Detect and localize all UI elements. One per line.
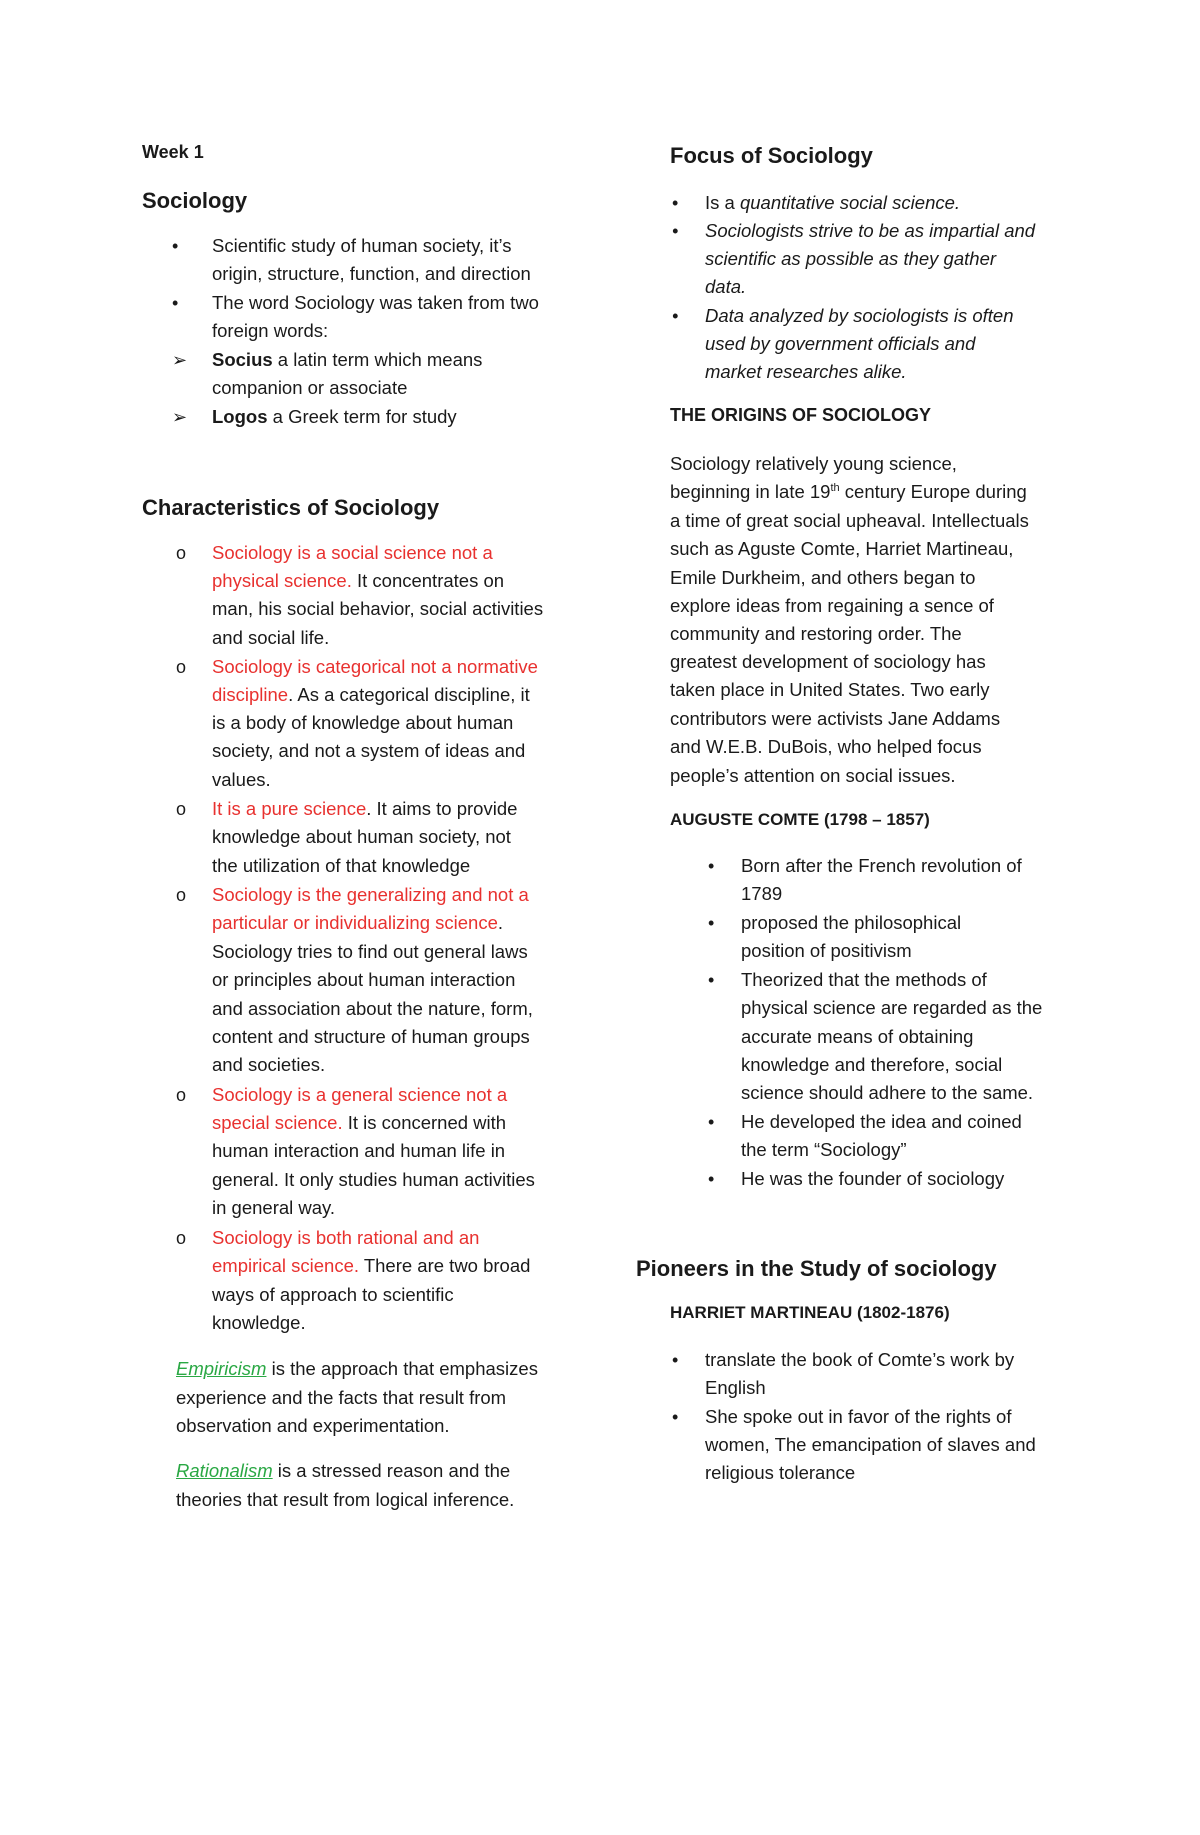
ch4-line-1: Sociology is the generalizing and not a	[212, 884, 529, 905]
focus-item-2-line-3: data.	[705, 276, 747, 297]
origins-line-12: people’s attention on social issues.	[670, 765, 956, 786]
bullet-icon: •	[672, 1350, 679, 1370]
origins-line-6: explore ideas from regaining a sence of	[670, 595, 994, 616]
comte-item-4-line-2: the term “Sociology”	[741, 1139, 907, 1160]
origins-line-1: Sociology relatively young science,	[670, 453, 957, 474]
origins-line-11: and W.E.B. DuBois, who helped focus	[670, 736, 982, 757]
ch4-line-3: Sociology tries to find out general laws	[212, 941, 528, 962]
term-socius: Socius a latin term which means	[212, 349, 483, 370]
ch3-line-1: It is a pure science. It aims to provide	[212, 798, 518, 819]
circle-bullet-icon: o	[176, 1085, 187, 1105]
ch5-line-1: Sociology is a general science not a	[212, 1084, 508, 1105]
origins-heading: THE ORIGINS OF SOCIOLOGY	[670, 405, 932, 425]
ch3-line-2: knowledge about human society, not	[212, 826, 511, 847]
focus-item-3-line-1: Data analyzed by sociologists is often	[705, 305, 1014, 326]
sociology-heading: Sociology	[142, 188, 248, 213]
focus-item-3-line-3: market researches alike.	[705, 361, 907, 382]
comte-item-3-line-3: accurate means of obtaining	[741, 1026, 974, 1047]
ch6-line-1: Sociology is both rational and an	[212, 1227, 480, 1248]
term-logos: Logos a Greek term for study	[212, 406, 457, 427]
martineau-item-1-line-2: English	[705, 1377, 766, 1398]
circle-bullet-icon: o	[176, 657, 187, 677]
comte-item-3-line-5: science should adhere to the same.	[741, 1082, 1034, 1103]
ch5-line-3: human interaction and human life in	[212, 1140, 506, 1161]
bullet-icon: •	[172, 236, 179, 256]
ch1-line-2: physical science. It concentrates on	[212, 570, 505, 591]
ch5-line-5: in general way.	[212, 1197, 336, 1218]
origins-line-3: a time of great social upheaval. Intellectuals	[670, 510, 1029, 531]
ch5-line-2: special science. It is concerned with	[212, 1112, 507, 1133]
sociology-item-2-line-1: The word Sociology was taken from two	[212, 292, 539, 313]
comte-item-3-line-1: Theorized that the methods of	[741, 969, 987, 990]
ch4-line-4: or principles about human interaction	[212, 969, 516, 990]
focus-heading: Focus of Sociology	[670, 143, 873, 168]
ch2-line-4: society, and not a system of ideas and	[212, 740, 526, 761]
ch4-line-6: content and structure of human groups	[212, 1026, 530, 1047]
sociology-item-1-line-2: origin, structure, function, and direction	[212, 263, 531, 284]
origins-line-7: community and restoring order. The	[670, 623, 962, 644]
circle-bullet-icon: o	[176, 885, 187, 905]
martineau-item-2-line-2: women, The emancipation of slaves and	[705, 1434, 1036, 1455]
martineau-item-2-line-3: religious tolerance	[705, 1462, 856, 1483]
rationalism-line-2: theories that result from logical inference.	[176, 1489, 515, 1510]
focus-item-1: Is a quantitative social science.	[705, 192, 961, 213]
rationalism-line-1: Rationalism is a stressed reason and the	[176, 1460, 511, 1481]
comte-item-3-line-2: physical science are regarded as the	[741, 997, 1043, 1018]
origins-line-8: greatest development of sociology has	[670, 651, 986, 672]
comte-item-3-line-4: knowledge and therefore, social	[741, 1054, 1003, 1075]
comte-item-2-line-2: position of positivism	[741, 940, 912, 961]
comte-item-4-line-1: He developed the idea and coined	[741, 1111, 1022, 1132]
comte-heading: AUGUSTE COMTE (1798 – 1857)	[670, 810, 930, 829]
sociology-item-2-line-2: foreign words:	[212, 320, 329, 341]
comte-item-2-line-1: proposed the philosophical	[741, 912, 962, 933]
empiricism-line-3: observation and experimentation.	[176, 1415, 450, 1436]
ch4-line-5: and association about the nature, form,	[212, 998, 533, 1019]
bullet-icon: •	[672, 193, 679, 213]
comte-item-1-line-1: Born after the French revolution of	[741, 855, 1022, 876]
ch4-line-2: particular or individualizing science.	[212, 912, 504, 933]
bullet-icon: •	[672, 306, 679, 326]
sociology-item-1-line-1: Scientific study of human society, it’s	[212, 235, 512, 256]
focus-item-2-line-2: scientific as possible as they gather	[705, 248, 997, 269]
bullet-icon: •	[708, 1169, 715, 1189]
week-label: Week 1	[142, 142, 204, 162]
pioneers-heading: Pioneers in the Study of sociology	[636, 1256, 997, 1281]
circle-bullet-icon: o	[176, 799, 187, 819]
bullet-icon: •	[708, 970, 715, 990]
origins-line-2: beginning in late 19th century Europe during	[670, 481, 1027, 502]
comte-item-1-line-2: 1789	[741, 883, 783, 904]
ch2-line-2: discipline. As a categorical discipline, it	[212, 684, 530, 705]
bullet-icon: •	[672, 1407, 679, 1427]
arrow-bullet-icon: ➢	[172, 350, 188, 370]
comte-item-5-line-1: He was the founder of sociology	[741, 1168, 1005, 1189]
bullet-icon: •	[708, 913, 715, 933]
ch6-line-2: empirical science. There are two broad	[212, 1255, 531, 1276]
origins-line-9: taken place in United States. Two early	[670, 679, 990, 700]
arrow-bullet-icon: ➢	[172, 407, 188, 427]
empiricism-line-2: experience and the facts that result from	[176, 1387, 507, 1408]
origins-line-5: Emile Durkheim, and others began to	[670, 567, 976, 588]
martineau-heading: HARRIET MARTINEAU (1802-1876)	[670, 1303, 950, 1322]
bullet-icon: •	[172, 293, 179, 313]
ch5-line-4: general. It only studies human activities	[212, 1169, 535, 1190]
ch1-line-3: man, his social behavior, social activities	[212, 598, 544, 619]
circle-bullet-icon: o	[176, 1228, 187, 1248]
ch1-line-1: Sociology is a social science not a	[212, 542, 493, 563]
circle-bullet-icon: o	[176, 543, 187, 563]
martineau-item-1-line-1: translate the book of Comte’s work by	[705, 1349, 1015, 1370]
ch2-line-5: values.	[212, 769, 271, 790]
bullet-icon: •	[672, 221, 679, 241]
characteristics-heading: Characteristics of Sociology	[142, 495, 440, 520]
ch1-line-4: and social life.	[212, 627, 330, 648]
origins-line-4: such as Aguste Comte, Harriet Martineau,	[670, 538, 1014, 559]
empiricism-line-1: Empiricism is the approach that emphasizes	[176, 1358, 538, 1379]
bullet-icon: •	[708, 1112, 715, 1132]
ch6-line-3: ways of approach to scientific	[212, 1284, 454, 1305]
focus-item-2-line-1: Sociologists strive to be as impartial and	[705, 220, 1036, 241]
ch3-line-3: the utilization of that knowledge	[212, 855, 471, 876]
origins-line-10: contributors were activists Jane Addams	[670, 708, 1001, 729]
ch6-line-4: knowledge.	[212, 1312, 306, 1333]
ch2-line-3: is a body of knowledge about human	[212, 712, 514, 733]
martineau-item-2-line-1: She spoke out in favor of the rights of	[705, 1406, 1012, 1427]
focus-item-3-line-2: used by government officials and	[705, 333, 976, 354]
term-socius-line-2: companion or associate	[212, 377, 408, 398]
ch2-line-1: Sociology is categorical not a normative	[212, 656, 538, 677]
ch4-line-7: and societies.	[212, 1054, 326, 1075]
bullet-icon: •	[708, 856, 715, 876]
